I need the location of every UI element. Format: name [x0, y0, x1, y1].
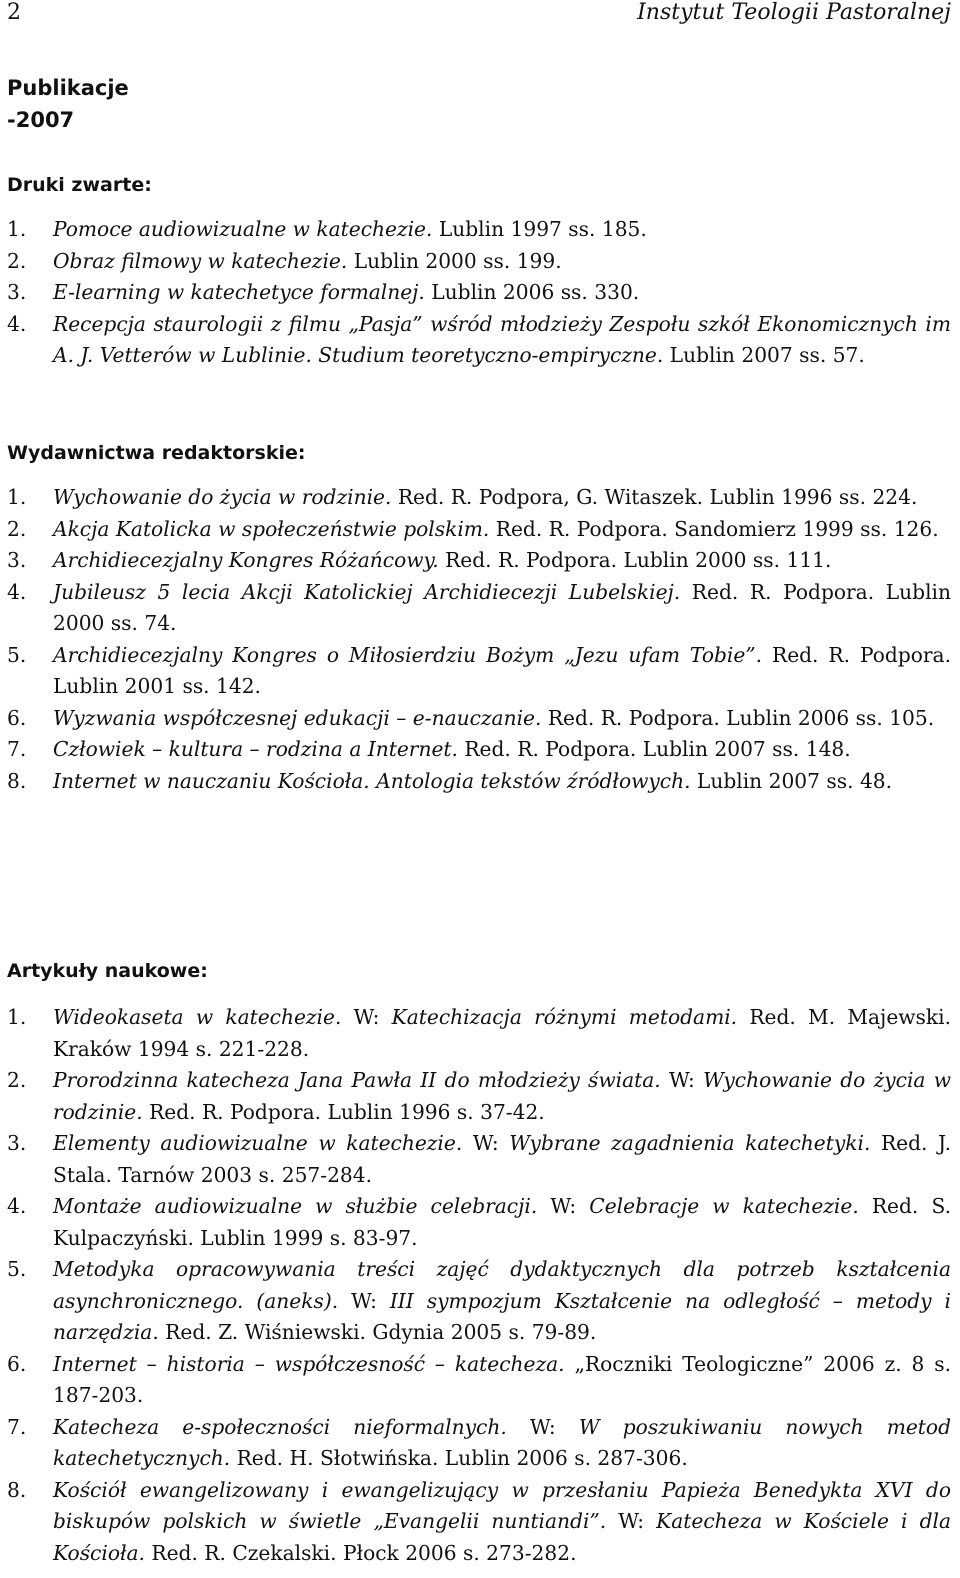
item-title: Recepcja staurologii z filmu „Pasja” wśród młodzieży Zespołu szkół Ekonomicznych im A. J. Vetterów w Lublinie. Studium teoretyczno-empiryczne. [53, 311, 951, 367]
item-details: Red. R. Podpora. Lublin 2007 ss. 148. [457, 737, 851, 761]
item-details: Red. S. Kulpaczyński. Lublin 1999 s. 83-97. [53, 1194, 951, 1250]
item-details: Lublin 2006 ss. 330. [424, 280, 640, 304]
item-title: Jubileusz 5 lecia Akcji Katolickiej Archidiecezji Lubelskiej. [53, 579, 681, 604]
item-number: 5. [7, 642, 27, 667]
list-item [7, 1412, 951, 1475]
list-item [7, 766, 951, 798]
page-number: 2 [7, 0, 21, 25]
heading-line-1: Publikacje [7, 76, 129, 100]
item-details: Red. M. Majewski. Kraków 1994 s. 221-228. [53, 1005, 952, 1061]
list-item [7, 1065, 951, 1128]
item-details: Red. R. Podpora. Lublin 2000 ss. 74. [53, 579, 951, 635]
item-details: Red. R. Podpora. Lublin 1996 s. 37-42. [142, 1099, 545, 1124]
item-number: 1. [7, 1005, 27, 1029]
item-number: 5. [7, 1257, 27, 1281]
item-number: 7. [7, 1414, 27, 1439]
item-source-title: Katecheza w Kościele i dla Kościoła. [53, 1509, 951, 1565]
item-details: Red. R. Czekalski. Płock 2006 s. 273-282. [144, 1540, 577, 1565]
section-heading-articles: Artykuły naukowe: [7, 960, 208, 982]
item-number: 8. [7, 1477, 27, 1502]
list-articles [7, 1002, 951, 1569]
list-item [7, 640, 951, 703]
item-source-title: Katechizacja różnymi metodami. [391, 1005, 738, 1029]
item-title: Wychowanie do życia w rodzinie. [53, 485, 392, 509]
item-title: Katecheza e-społeczności nieformalnych. [53, 1414, 507, 1439]
item-in: W: [606, 1509, 657, 1533]
item-title: Obraz filmowy w katechezie. [53, 248, 348, 273]
item-details: Red. R. Podpora. Lublin 2001 ss. 142. [53, 642, 952, 698]
item-number: 4. [7, 1194, 27, 1218]
item-title: Archidiecezjalny Kongres Różańcowy. [53, 548, 439, 572]
item-number: 6. [7, 1351, 27, 1376]
item-title: Człowiek – kultura – rodzina a Internet. [53, 737, 458, 761]
item-number: 7. [7, 737, 27, 761]
item-source-title: III sympozjum Kształcenie na odległość – metody i narzędzia. [53, 1288, 951, 1344]
list-item [7, 1002, 951, 1065]
item-source-title: Wybrane zagadnienia katechetyki. [509, 1131, 871, 1155]
item-source-title: W poszukiwaniu nowych metod katechetycznych. [53, 1414, 952, 1470]
item-title: Wyzwania współczesnej edukacji – e-nauczanie. [53, 705, 542, 730]
item-number: 6. [7, 705, 27, 730]
item-details: Lublin 2000 ss. 199. [347, 248, 562, 273]
item-journal: „Roczniki Teologiczne” 2006 z. 8 s. 187-203. [53, 1351, 952, 1407]
section-heading-books: Druki zwarte: [7, 174, 152, 196]
item-number: 3. [7, 280, 27, 304]
item-title: Archidiecezjalny Kongres o Miłosierdziu Bożym „Jezu ufam Tobie”. [53, 642, 763, 667]
item-title: Internet w nauczaniu Kościoła. Antologia tekstów źródłowych. [53, 768, 691, 793]
item-source-title: Celebracje w katechezie. [589, 1194, 859, 1218]
item-details: Red. Z. Wiśniewski. Gdynia 2005 s. 79-89. [158, 1320, 597, 1344]
section-heading-edited: Wydawnictwa redaktorskie: [7, 442, 306, 464]
item-number: 8. [7, 768, 27, 793]
list-item [7, 577, 951, 640]
heading-line-2: -2007 [7, 108, 75, 132]
item-in: W: [537, 1194, 590, 1218]
item-title: E-learning w katechetyce formalnej. [53, 280, 425, 304]
item-title: Wideokaseta w katechezie. [53, 1005, 342, 1029]
list-item [7, 1475, 951, 1570]
item-details: Red. R. Podpora. Sandomierz 1999 ss. 126. [489, 516, 939, 541]
list-item [7, 214, 951, 246]
item-in: W: [506, 1414, 579, 1439]
item-title: Kościół ewangelizowany i ewangelizujący w przesłaniu Papieża Benedykta XVI do biskupów polskich w świetle „Evangelii nuntiandi”. [53, 1477, 951, 1533]
list-item [7, 545, 951, 577]
item-in: W: [338, 1288, 390, 1313]
item-in: W: [462, 1131, 510, 1155]
list-item [7, 277, 951, 309]
item-number: 1. [7, 217, 27, 241]
item-number: 2. [7, 248, 27, 273]
list-item [7, 1128, 951, 1191]
item-details: Red. R. Podpora, G. Witaszek. Lublin 1996 ss. 224. [391, 485, 918, 509]
item-title: Elementy audiowizualne w katechezie. [53, 1131, 463, 1155]
running-header [7, 0, 951, 30]
list-item [7, 734, 951, 766]
item-in: W: [660, 1068, 704, 1092]
item-title: Internet – historia – współczesność – katecheza. [53, 1351, 565, 1376]
item-details: Red. H. Słotwińska. Lublin 2006 s. 287-306. [230, 1446, 688, 1470]
list-item [7, 1191, 951, 1254]
list-item [7, 246, 951, 278]
item-details: Lublin 1997 ss. 185. [432, 217, 647, 241]
item-title: Akcja Katolicka w społeczeństwie polskim. [53, 516, 490, 541]
list-edited [7, 482, 951, 797]
list-item [7, 309, 951, 372]
list-item [7, 1254, 951, 1349]
item-title: Metodyka opracowywania treści zajęć dydaktycznych dla potrzeb kształcenia asynchronicznego. (aneks). [53, 1257, 951, 1313]
item-in: W: [341, 1005, 392, 1029]
item-number: 4. [7, 311, 27, 336]
item-details: Lublin 2007 ss. 57. [663, 343, 865, 367]
item-number: 2. [7, 516, 27, 541]
item-number: 2. [7, 1068, 27, 1092]
list-item [7, 1349, 951, 1412]
item-details: Red. R. Podpora. Lublin 2006 ss. 105. [541, 705, 935, 730]
item-number: 1. [7, 485, 27, 509]
item-details: Red. J. Stala. Tarnów 2003 s. 257-284. [53, 1131, 951, 1187]
list-item [7, 703, 951, 735]
list-item [7, 514, 951, 546]
item-details: Lublin 2007 ss. 48. [690, 768, 893, 793]
item-title: Pomoce audiowizualne w katechezie. [53, 217, 433, 241]
item-number: 4. [7, 579, 27, 604]
running-title: Instytut Teologii Pastoralnej [637, 0, 951, 25]
item-title: Prorodzinna katecheza Jana Pawła II do młodzieży świata. [53, 1068, 661, 1092]
item-number: 3. [7, 548, 27, 572]
item-number: 3. [7, 1131, 27, 1155]
item-title: Montaże audiowizualne w służbie celebracji. [53, 1194, 538, 1218]
item-details: Red. R. Podpora. Lublin 2000 ss. 111. [438, 548, 832, 572]
list-item [7, 482, 951, 514]
publications-heading [7, 72, 129, 136]
item-source-title: Wychowanie do życia w rodzinie. [53, 1068, 951, 1124]
list-books [7, 214, 951, 372]
